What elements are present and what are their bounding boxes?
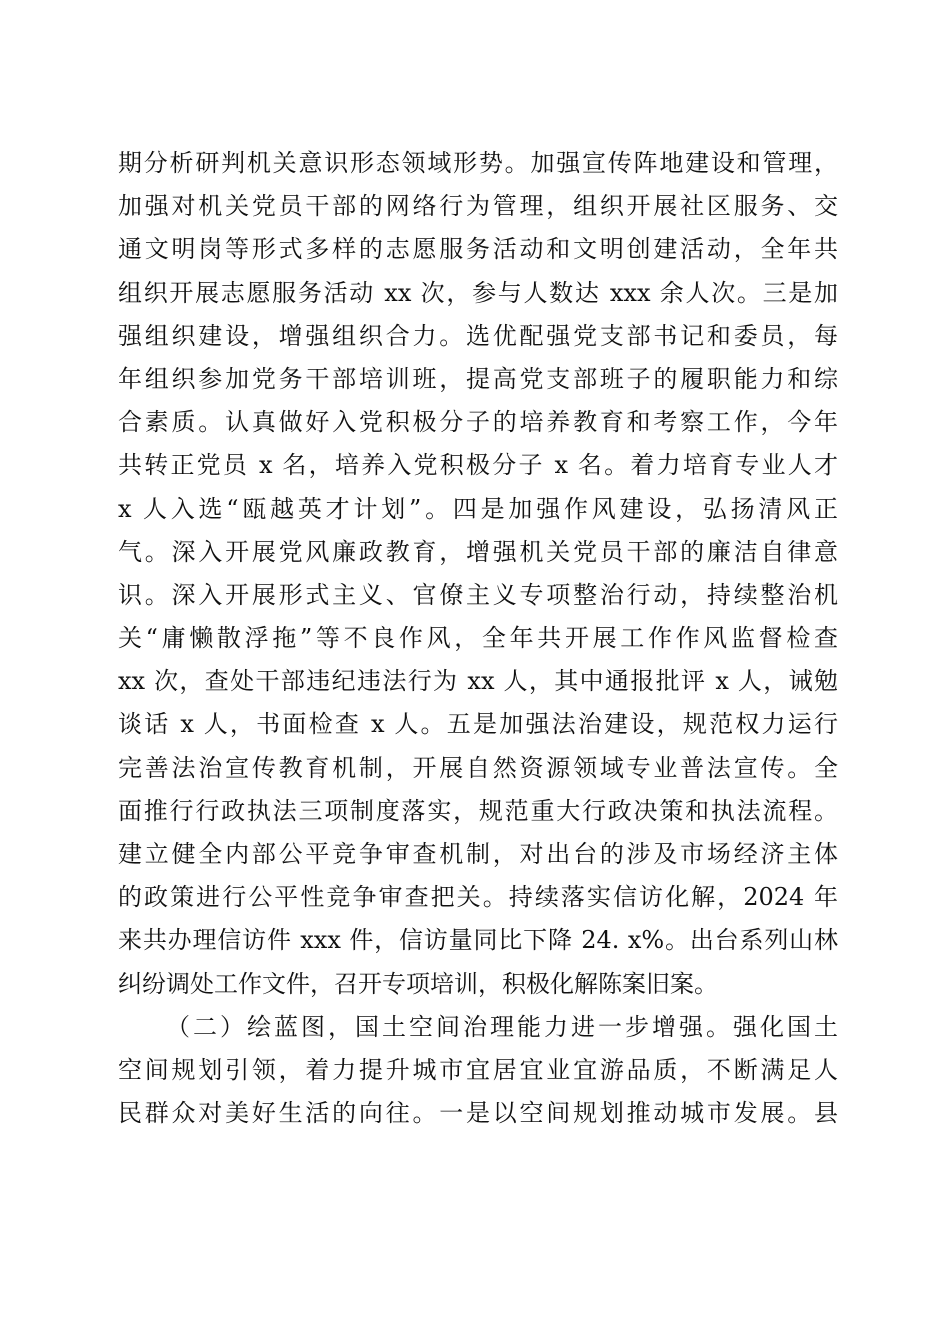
text-line: xx 次，查处干部违纪违法行为 xx 人，其中通报批评 x 人，诫勉 [118, 667, 838, 696]
section-heading-line: （二）绘蓝图，国土空间治理能力进一步增强。强化国土 [166, 1012, 838, 1041]
text-line: 谈话 x 人，书面检查 x 人。五是加强法治建设，规范权力运行 [118, 710, 838, 739]
text-line: 识。深入开展形式主义、官僚主义专项整治行动，持续整治机 [118, 580, 838, 609]
body-text [118, 142, 838, 1135]
text-line: 面推行行政执法三项制度落实，规范重大行政决策和执法流程。 [118, 796, 838, 825]
text-line: 加强对机关党员干部的网络行为管理，组织开展社区服务、交 [118, 192, 838, 221]
text-line: 合素质。认真做好入党积极分子的培养教育和考察工作，今年 [118, 408, 838, 437]
text-line: 来共办理信访件 xxx 件，信访量同比下降 24. x%。出台系列山林 [118, 926, 838, 955]
text-line: 共转正党员 x 名，培养入党积极分子 x 名。着力培育专业人才 [118, 451, 838, 480]
text-line: x 人入选“瓯越英才计划”。四是加强作风建设，弘扬清风正 [118, 494, 838, 523]
text-line: 组织开展志愿服务活动 xx 次，参与人数达 xxx 余人次。三是加 [118, 278, 838, 307]
text-line: 建立健全内部公平竞争审查机制，对出台的涉及市场经济主体 [118, 840, 838, 868]
text-line: 民群众对美好生活的向往。一是以空间规划推动城市发展。县 [118, 1099, 838, 1128]
text-line: 空间规划引领，着力提升城市宜居宜业宜游品质，不断满足人 [118, 1055, 838, 1084]
text-line: 完善法治宣传教育机制，开展自然资源领域专业普法宣传。全 [118, 753, 838, 782]
text-line: 强组织建设，增强组织合力。选优配强党支部书记和委员，每 [118, 321, 838, 350]
text-line: 纠纷调处工作文件，召开专项培训，积极化解陈案旧案。 [118, 969, 718, 998]
text-line: 期分析研判机关意识形态领域形势。加强宣传阵地建设和管理， [118, 149, 838, 177]
text-line: 通文明岗等形式多样的志愿服务活动和文明创建活动，全年共 [118, 235, 838, 264]
text-line: 气。深入开展党风廉政教育，增强机关党员干部的廉洁自律意 [118, 537, 838, 566]
text-line: 的政策进行公平性竞争审查把关。持续落实信访化解，2024 年 [118, 883, 838, 912]
text-line: 关“庸懒散浮拖”等不良作风，全年共开展工作作风监督检查 [118, 624, 838, 653]
text-line: 年组织参加党务干部培训班，提高党支部班子的履职能力和综 [118, 364, 838, 393]
